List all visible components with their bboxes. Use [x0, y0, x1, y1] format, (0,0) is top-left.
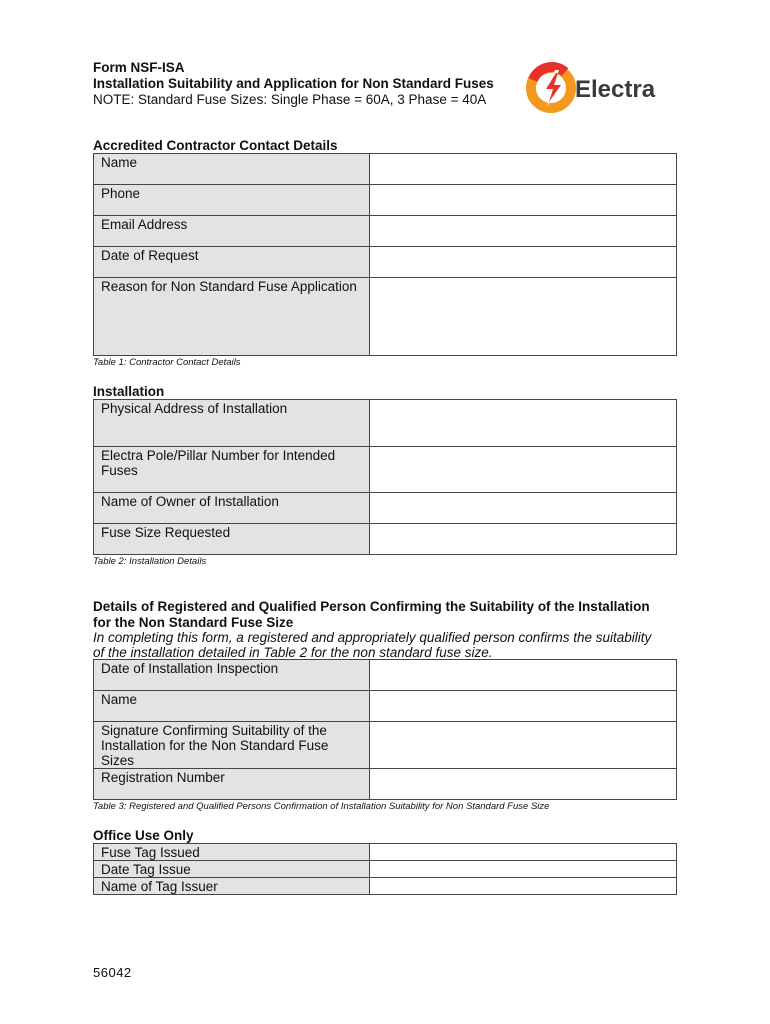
form-title: Installation Suitability and Application for Non Standard Fuses — [93, 76, 494, 91]
row-label: Name — [94, 691, 370, 722]
registered-table — [93, 659, 677, 800]
contractor-section-title: Accredited Contractor Contact Details — [93, 138, 338, 153]
row-label: Fuse Size Requested — [94, 524, 370, 555]
row-label: Date Tag Issue — [94, 861, 370, 878]
table-row — [94, 660, 677, 691]
row-label: Email Address — [94, 216, 370, 247]
inspection-date-field[interactable] — [370, 660, 677, 691]
office-section-title: Office Use Only — [93, 828, 194, 843]
table-row — [94, 447, 677, 493]
signature-field[interactable] — [370, 722, 677, 769]
table-row — [94, 844, 677, 861]
pole-pillar-number-field[interactable] — [370, 447, 677, 493]
table-row — [94, 769, 677, 800]
fuse-size-field[interactable] — [370, 524, 677, 555]
installation-section-title: Installation — [93, 384, 165, 399]
row-label: Name of Owner of Installation — [94, 493, 370, 524]
footer-code: 56042 — [93, 965, 132, 980]
date-of-request-field[interactable] — [370, 247, 677, 278]
table-row — [94, 722, 677, 769]
electra-logo — [525, 62, 675, 114]
row-label: Date of Installation Inspection — [94, 660, 370, 691]
electra-logo-icon — [525, 62, 675, 114]
fuse-size-note: NOTE: Standard Fuse Sizes: Single Phase = 60A, 3 Phase = 40A — [93, 92, 487, 107]
row-label: Name of Tag Issuer — [94, 878, 370, 895]
installation-table — [93, 399, 677, 555]
phone-field[interactable] — [370, 185, 677, 216]
form-id: Form NSF-ISA — [93, 60, 185, 75]
tag-issuer-field[interactable] — [370, 878, 677, 895]
row-label: Fuse Tag Issued — [94, 844, 370, 861]
registered-section-title: Details of Registered and Qualified Person Confirming the Suitability of the Installation for the Non Standard Fuse Size — [93, 599, 650, 630]
logo-text: Electra — [575, 76, 656, 103]
table-row — [94, 154, 677, 185]
fuse-tag-issued-field[interactable] — [370, 844, 677, 861]
row-label: Date of Request — [94, 247, 370, 278]
registered-intro — [93, 630, 653, 660]
contractor-table — [93, 153, 677, 356]
table-row — [94, 247, 677, 278]
table-row — [94, 493, 677, 524]
table-row — [94, 861, 677, 878]
intro-text: In completing this form, a registered and appropriately qualified person confirms the suitability of the installation detailed in Table 2 for the non standard fuse size. — [93, 630, 652, 660]
owner-name-field[interactable] — [370, 493, 677, 524]
registration-number-field[interactable] — [370, 769, 677, 800]
table-row — [94, 185, 677, 216]
table-row — [94, 278, 677, 356]
form-header — [93, 60, 533, 108]
row-label: Signature Confirming Suitability of the Installation for the Non Standard Fuse Sizes — [94, 722, 370, 769]
table-row — [94, 216, 677, 247]
row-label: Reason for Non Standard Fuse Application — [94, 278, 370, 356]
office-table — [93, 843, 677, 895]
table-1-caption: Table 1: Contractor Contact Details — [93, 357, 241, 368]
table-row — [94, 524, 677, 555]
email-field[interactable] — [370, 216, 677, 247]
table-row — [94, 878, 677, 895]
table-2-caption: Table 2: Installation Details — [93, 556, 207, 567]
table-row — [94, 691, 677, 722]
reason-field[interactable] — [370, 278, 677, 356]
date-tag-issue-field[interactable] — [370, 861, 677, 878]
row-label: Physical Address of Installation — [94, 400, 370, 447]
row-label: Electra Pole/Pillar Number for Intended Fuses — [94, 447, 370, 493]
person-name-field[interactable] — [370, 691, 677, 722]
row-label: Phone — [94, 185, 370, 216]
row-label: Registration Number — [94, 769, 370, 800]
table-row — [94, 400, 677, 447]
name-field[interactable] — [370, 154, 677, 185]
row-label: Name — [94, 154, 370, 185]
physical-address-field[interactable] — [370, 400, 677, 447]
table-3-caption: Table 3: Registered and Qualified Persons Confirmation of Installation Suitability for Non Standard Fuse Size — [93, 801, 550, 812]
